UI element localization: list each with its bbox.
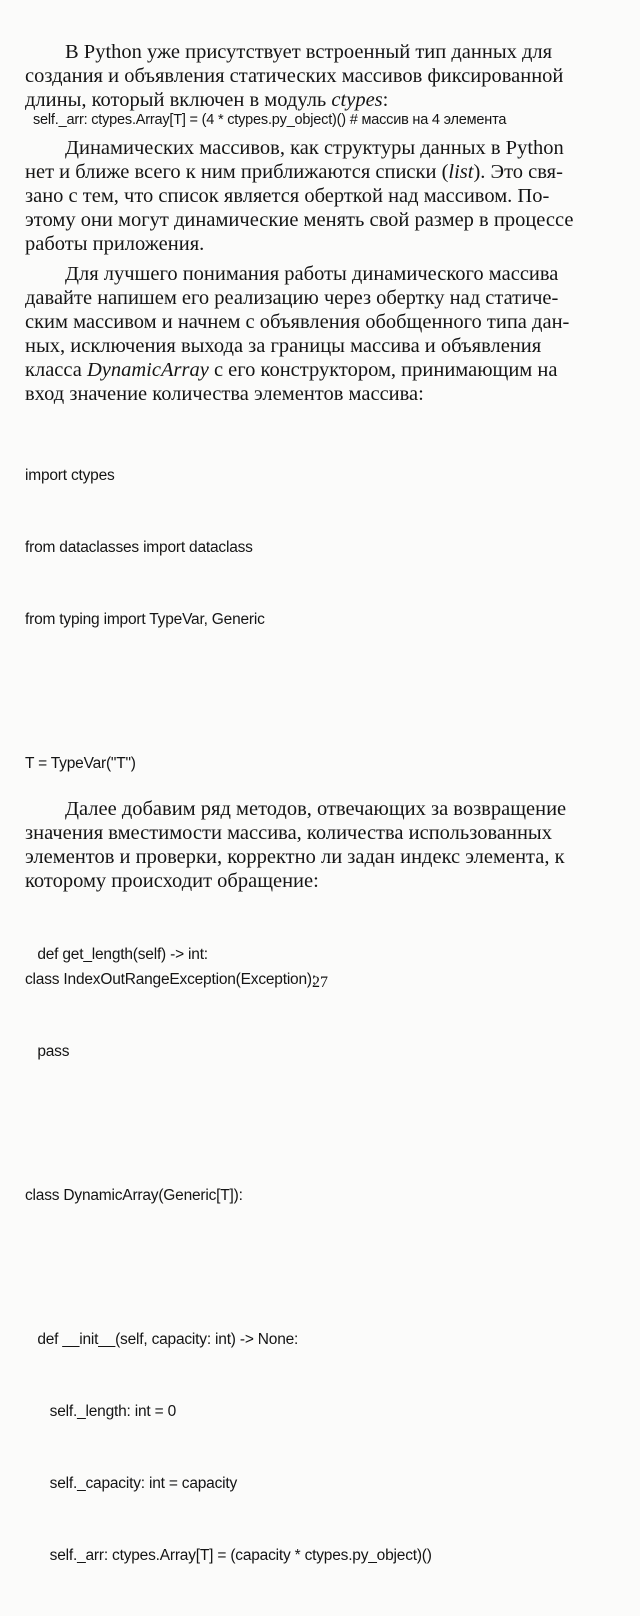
text-line: работы приложения.	[25, 233, 205, 255]
code-line	[25, 680, 625, 704]
text-line: давайте напишем его реализацию через обертку над статиче-	[25, 287, 559, 309]
text-line: ных, исключения выхода за границы массива и объявления	[25, 335, 542, 357]
paragraph-4	[25, 797, 617, 893]
code-line: pass	[25, 1043, 70, 1060]
text-line: ским массивом и начнем с объявления обобщенного типа дан-	[25, 311, 570, 333]
page-number: 27	[312, 974, 328, 991]
code-block-1	[25, 416, 625, 1616]
paragraph-2	[25, 136, 617, 256]
italic-term: ctypes	[331, 89, 383, 111]
code-line	[25, 1256, 625, 1280]
code-line: T = TypeVar("T")	[25, 755, 136, 772]
code-line: from typing import TypeVar, Generic	[25, 611, 265, 628]
text-line: зано с тем, что список является оберткой над массивом. По-	[25, 185, 550, 207]
code-line: self._length: int = 0	[25, 1403, 176, 1420]
code-line: def get_length(self) -> int:	[25, 946, 208, 963]
text-line: :	[382, 89, 389, 111]
code-block-2	[25, 895, 625, 1015]
text-line: вход значение количества элементов массива:	[25, 383, 424, 405]
code-line	[25, 1112, 625, 1136]
code-line: class IndexOutRangeException(Exception):	[25, 971, 316, 988]
text-line: Далее добавим ряд методов, отвечающих за возвращение	[65, 798, 567, 820]
italic-term: DynamicArray	[86, 359, 209, 381]
code-line: import ctypes	[25, 467, 115, 484]
paragraph-3	[25, 262, 617, 406]
code-line: self._arr: ctypes.Array[T] = (capacity * ctypes.py_object)()	[25, 1547, 432, 1564]
code-line: class DynamicArray(Generic[T]):	[25, 1187, 243, 1204]
text-line: с его конструктором, принимающим на	[208, 359, 558, 381]
code-line: from dataclasses import dataclass	[25, 539, 253, 556]
text-line: значения вместимости массива, количества использованных	[25, 822, 552, 844]
text-line: класса	[25, 359, 87, 381]
inline-code-line: self._arr: ctypes.Array[T] = (4 * ctypes.py_object)() # массив на 4 элемента	[33, 112, 507, 128]
text-line: создания и объявления статических массивов фиксированной	[25, 65, 564, 87]
code-line: self._capacity: int = capacity	[25, 1475, 238, 1492]
paragraph-1	[25, 40, 617, 112]
text-line: нет и ближе всего к ним приближаются списки (	[25, 161, 449, 183]
text-line: длины, который включен в модуль	[25, 89, 332, 111]
italic-term: list	[448, 161, 474, 183]
text-line: которому происходит обращение:	[25, 870, 319, 892]
code-line: def __init__(self, capacity: int) -> None:	[25, 1331, 299, 1348]
text-line: элементов и проверки, корректно ли задан индекс элемента, к	[25, 846, 565, 868]
text-line: Динамических массивов, как структуры данных в Python	[65, 137, 564, 159]
text-line: этому они могут динамические менять свой размер в процессе	[25, 209, 574, 231]
text-line: ). Это свя-	[473, 161, 563, 183]
text-line: В Python уже присутствует встроенный тип данных для	[65, 41, 553, 63]
text-line: Для лучшего понимания работы динамического массива	[65, 263, 559, 285]
